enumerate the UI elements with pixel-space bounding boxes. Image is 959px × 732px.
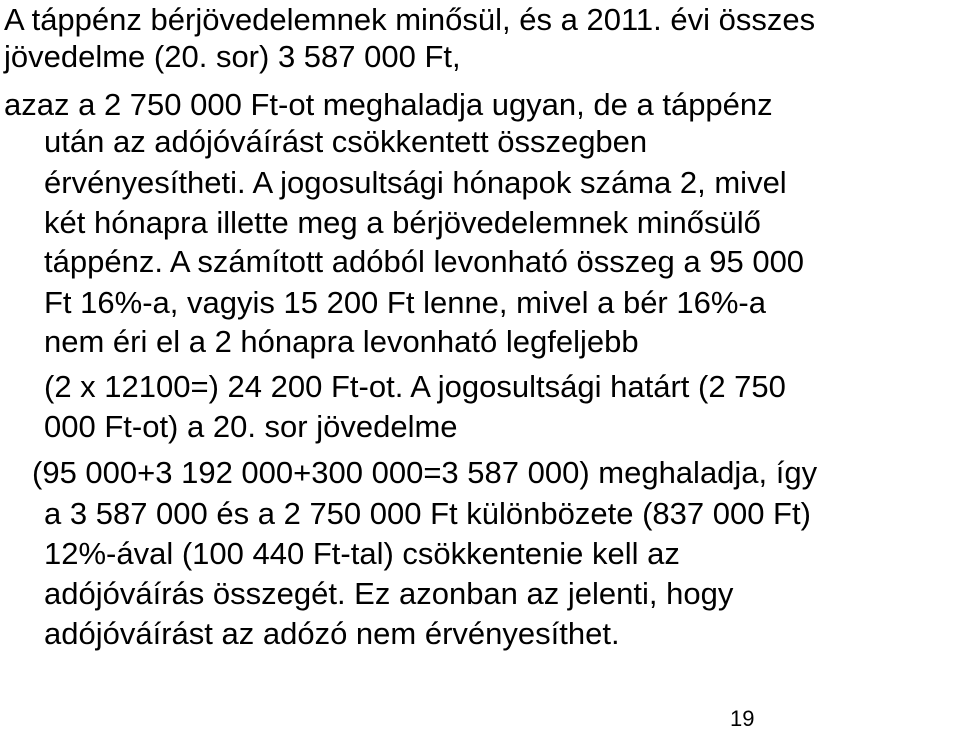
page-number: 19 bbox=[730, 706, 755, 731]
text-line-15: adójóváírás összegét. Ez azonban az jelenti, hogy bbox=[44, 576, 734, 611]
text-line-14: 12%-ával (100 440 Ft-tal) csökkentenie kell az bbox=[44, 536, 680, 571]
text-line-13: a 3 587 000 és a 2 750 000 Ft különbözete (837 000 Ft) bbox=[44, 496, 811, 531]
text-line-6: két hónapra illette meg a bérjövedelemnek minősülő bbox=[44, 205, 761, 240]
text-line-5: érvényesítheti. A jogosultsági hónapok száma 2, mivel bbox=[44, 165, 787, 200]
text-line-2: jövedelme (20. sor) 3 587 000 Ft, bbox=[4, 39, 461, 74]
text-line-16: adójóváírást az adózó nem érvényesíthet. bbox=[44, 616, 620, 651]
text-line-8: Ft 16%-a, vagyis 15 200 Ft lenne, mivel a bér 16%-a bbox=[44, 285, 766, 320]
text-line-4: után az adójóváírást csökkentett összegben bbox=[44, 124, 648, 159]
text-line-9: nem éri el a 2 hónapra levonható legfeljebb bbox=[44, 324, 639, 359]
text-line-7: táppénz. A számított adóból levonható összeg a 95 000 bbox=[44, 244, 805, 279]
text-line-1: A táppénz bérjövedelemnek minősül, és a 2011. évi összes bbox=[4, 2, 816, 37]
text-line-10: (2 x 12100=) 24 200 Ft-ot. A jogosultsági határt (2 750 bbox=[44, 369, 786, 404]
text-line-3: azaz a 2 750 000 Ft-ot meghaladja ugyan, de a táppénz bbox=[4, 87, 773, 122]
text-line-12: (95 000+3 192 000+300 000=3 587 000) meghaladja, így bbox=[32, 455, 818, 490]
text-line-11: 000 Ft-ot) a 20. sor jövedelme bbox=[44, 409, 458, 444]
